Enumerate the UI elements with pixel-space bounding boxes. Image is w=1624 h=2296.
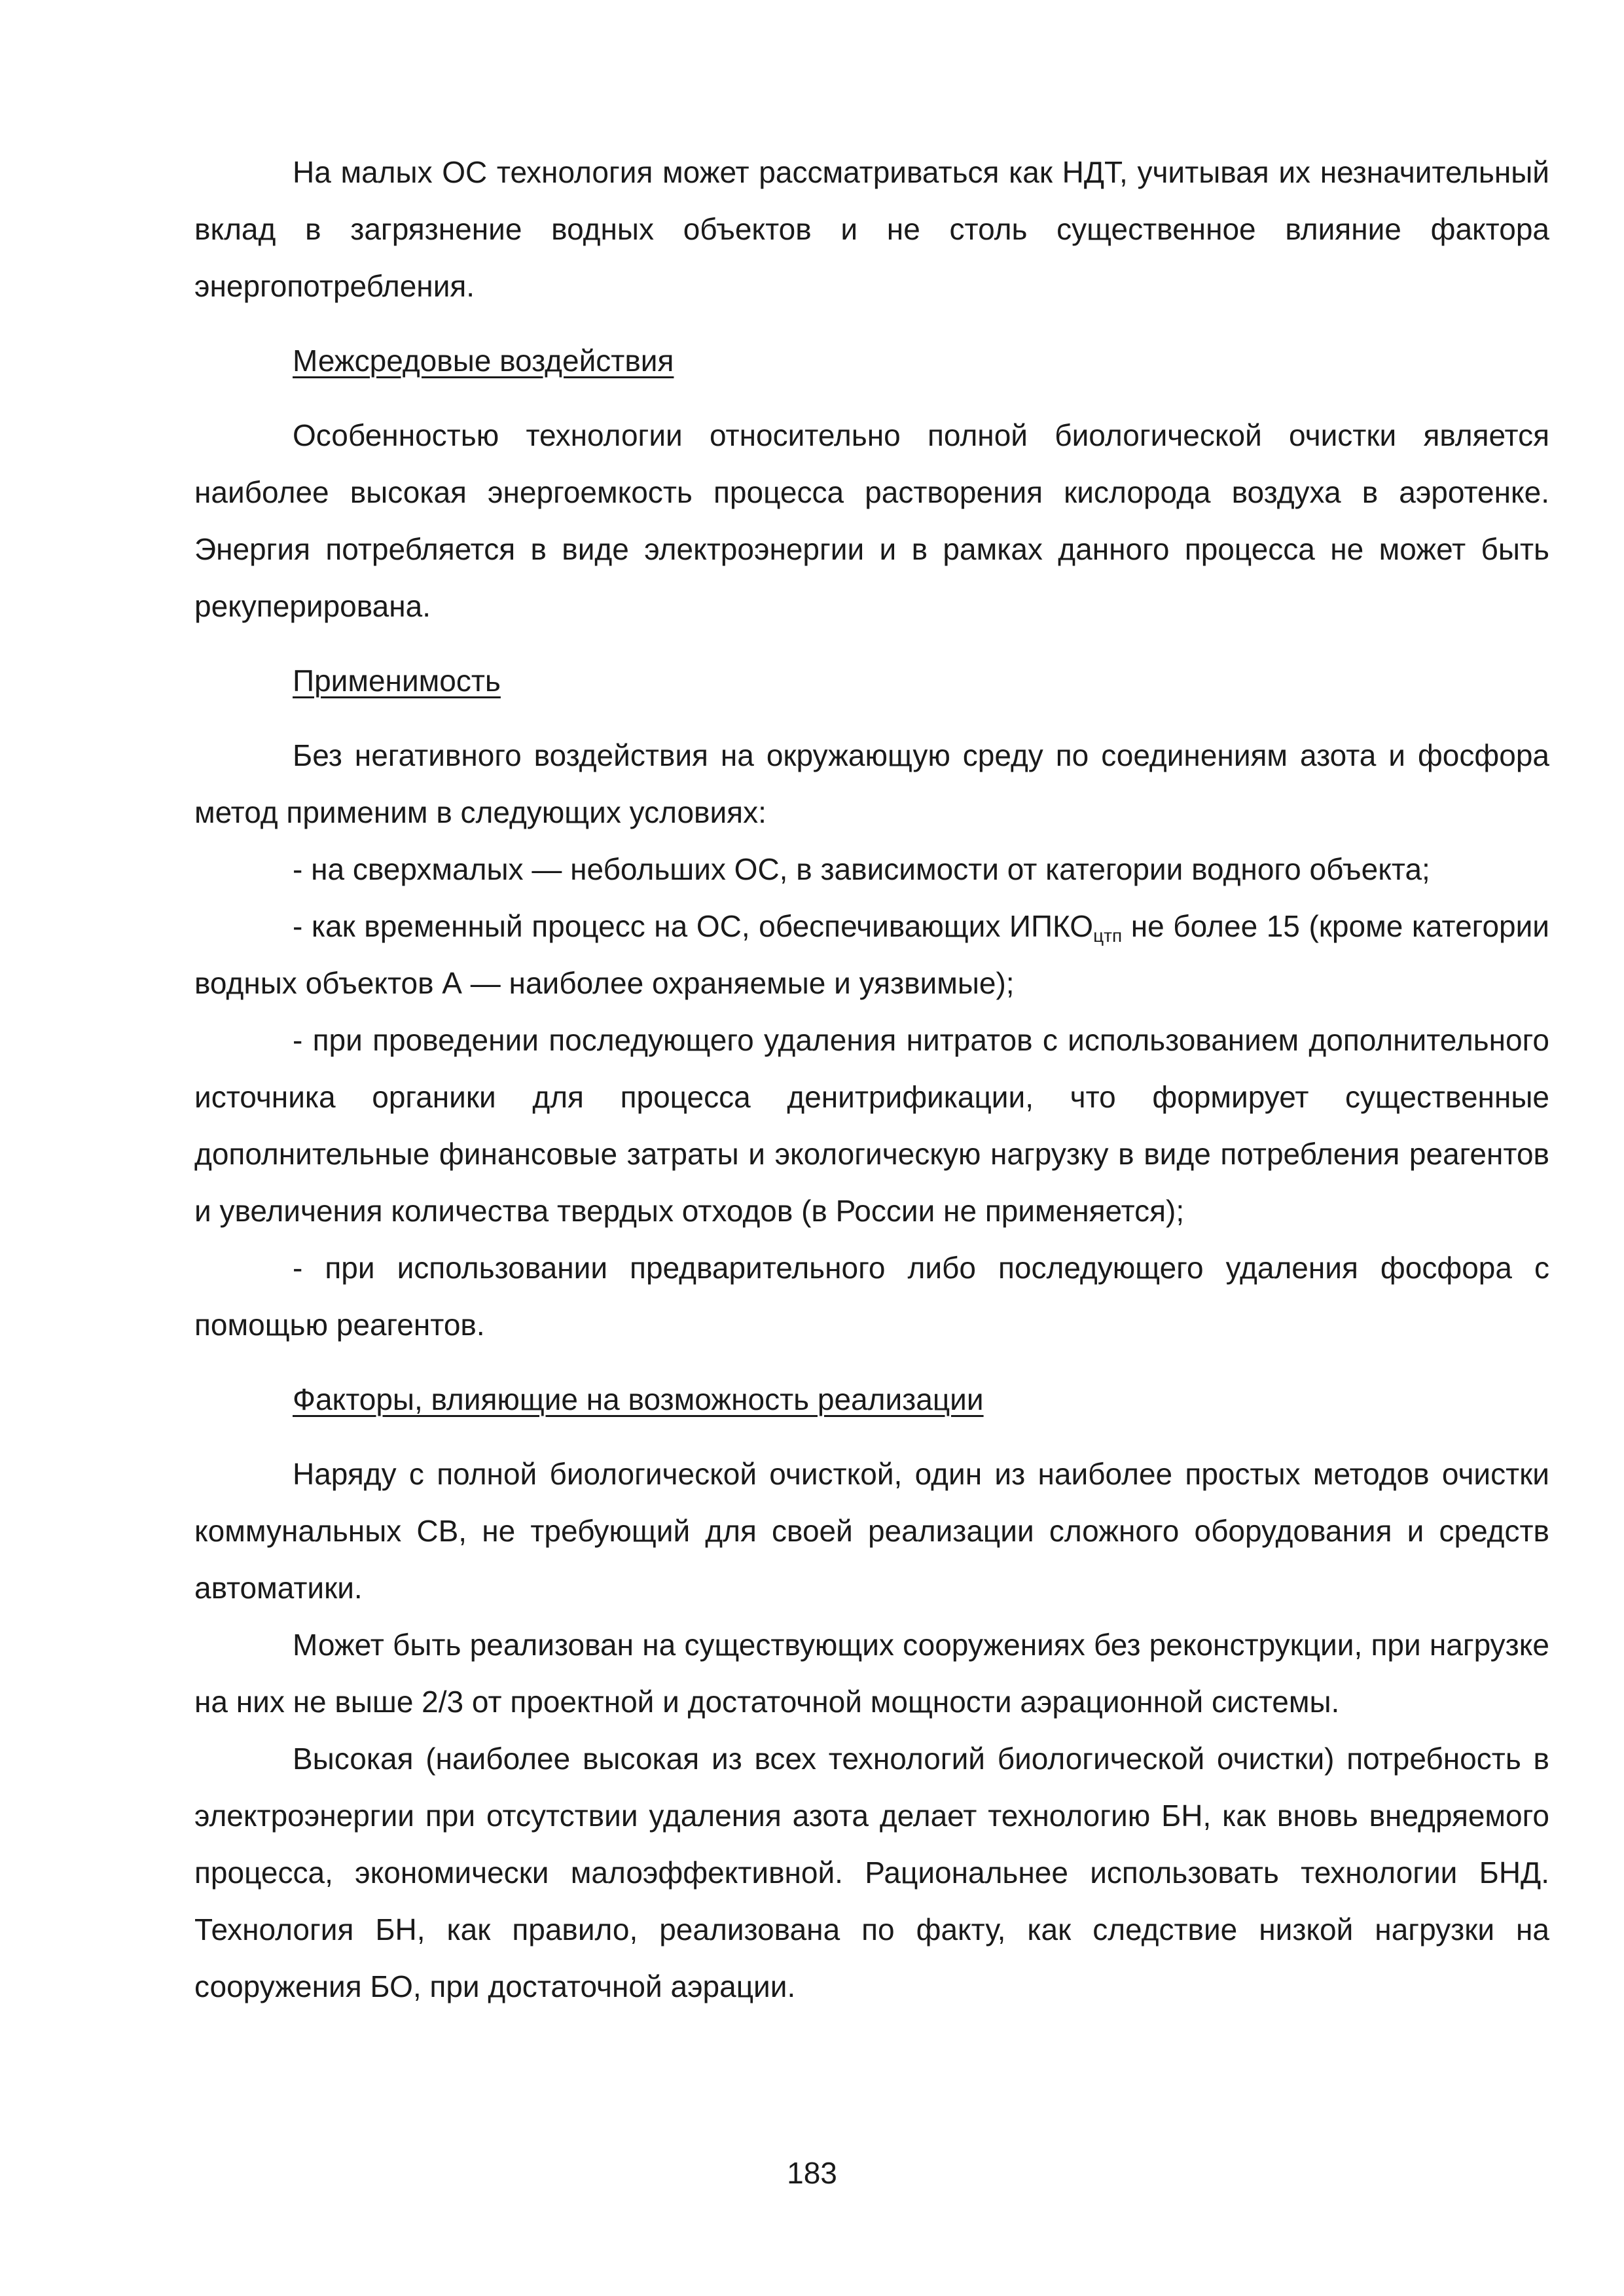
list-item-temporary-process: - как временный процесс на ОС, обеспечивающих $ИПКО_{цтп}$ не более 15 (кроме категории водных объектов А — наиболее охраняемые и уязвимые);: [194, 909, 1550, 1000]
heading-text: Применимость: [293, 664, 501, 698]
document-page: [194, 144, 1549, 2015]
list-item-phosphorus-removal: - при использовании предварительного либо последующего удаления фосфора с помощью реагентов.: [194, 1251, 1549, 1342]
heading-cross-media-effects: [194, 332, 1549, 389]
paragraph-simple-method: Наряду с полной биологической очисткой, один из наиболее простых методов очистки коммунальных СВ, не требующий для своей реализации сложного оборудования и средств автоматики.: [194, 1457, 1549, 1605]
paragraph-small-treatment-plants: На малых ОС технология может рассматриваться как НДТ, учитывая их незначительный вклад в загрязнение водных объектов и не столь существенное влияние фактора энергопотребления.: [194, 155, 1549, 303]
paragraph-energy-intensity: Особенностью технологии относительно полной биологической очистки является наиболее высокая энергоемкость процесса растворения кислорода воздуха в аэротенке. Энергия потребляется в виде электроэнергии и в рамках данного процесса не может быть рекуперирована.: [194, 418, 1549, 623]
list-item-nitrate-removal: - при проведении последующего удаления нитратов с использованием дополнительного источника органики для процесса денитрификации, что формирует существенные дополнительные финансовые затраты и экологическую нагрузку в виде потребления реагентов и увеличения количества твердых отходов (в России не применяется);: [194, 1023, 1549, 1228]
subscript-ctp: цтп: [1093, 925, 1123, 946]
list-item-small-plants: - на сверхмалых — небольших ОС, в зависимости от категории водного объекта;: [293, 852, 1430, 886]
paragraph-existing-facilities: Может быть реализован на существующих сооружениях без реконструкции, при нагрузке на них не выше 2/3 от проектной и достаточной мощности аэрационной системы.: [194, 1628, 1549, 1719]
heading-implementation-factors: [194, 1371, 1549, 1428]
paragraph-energy-demand: Высокая (наиболее высокая из всех технологий биологической очистки) потребность в электроэнергии при отсутствии удаления азота делает технологию БН, как вновь внедряемого процесса, экономически малоэффективной. Рациональнее использовать технологии БНД. Технология БН, как правило, реализована по факту, как следствие низкой нагрузки на сооружения БО, при достаточной аэрации.: [194, 1742, 1549, 2003]
heading-text: Межсредовые воздействия: [293, 344, 674, 378]
paragraph-applicability-intro: Без негативного воздействия на окружающую среду по соединениям азота и фосфора метод применим в следующих условиях:: [194, 738, 1549, 829]
heading-applicability: [194, 653, 1549, 709]
page-number: 183: [787, 2156, 837, 2190]
heading-text: Факторы, влияющие на возможность реализации: [293, 1382, 984, 1416]
